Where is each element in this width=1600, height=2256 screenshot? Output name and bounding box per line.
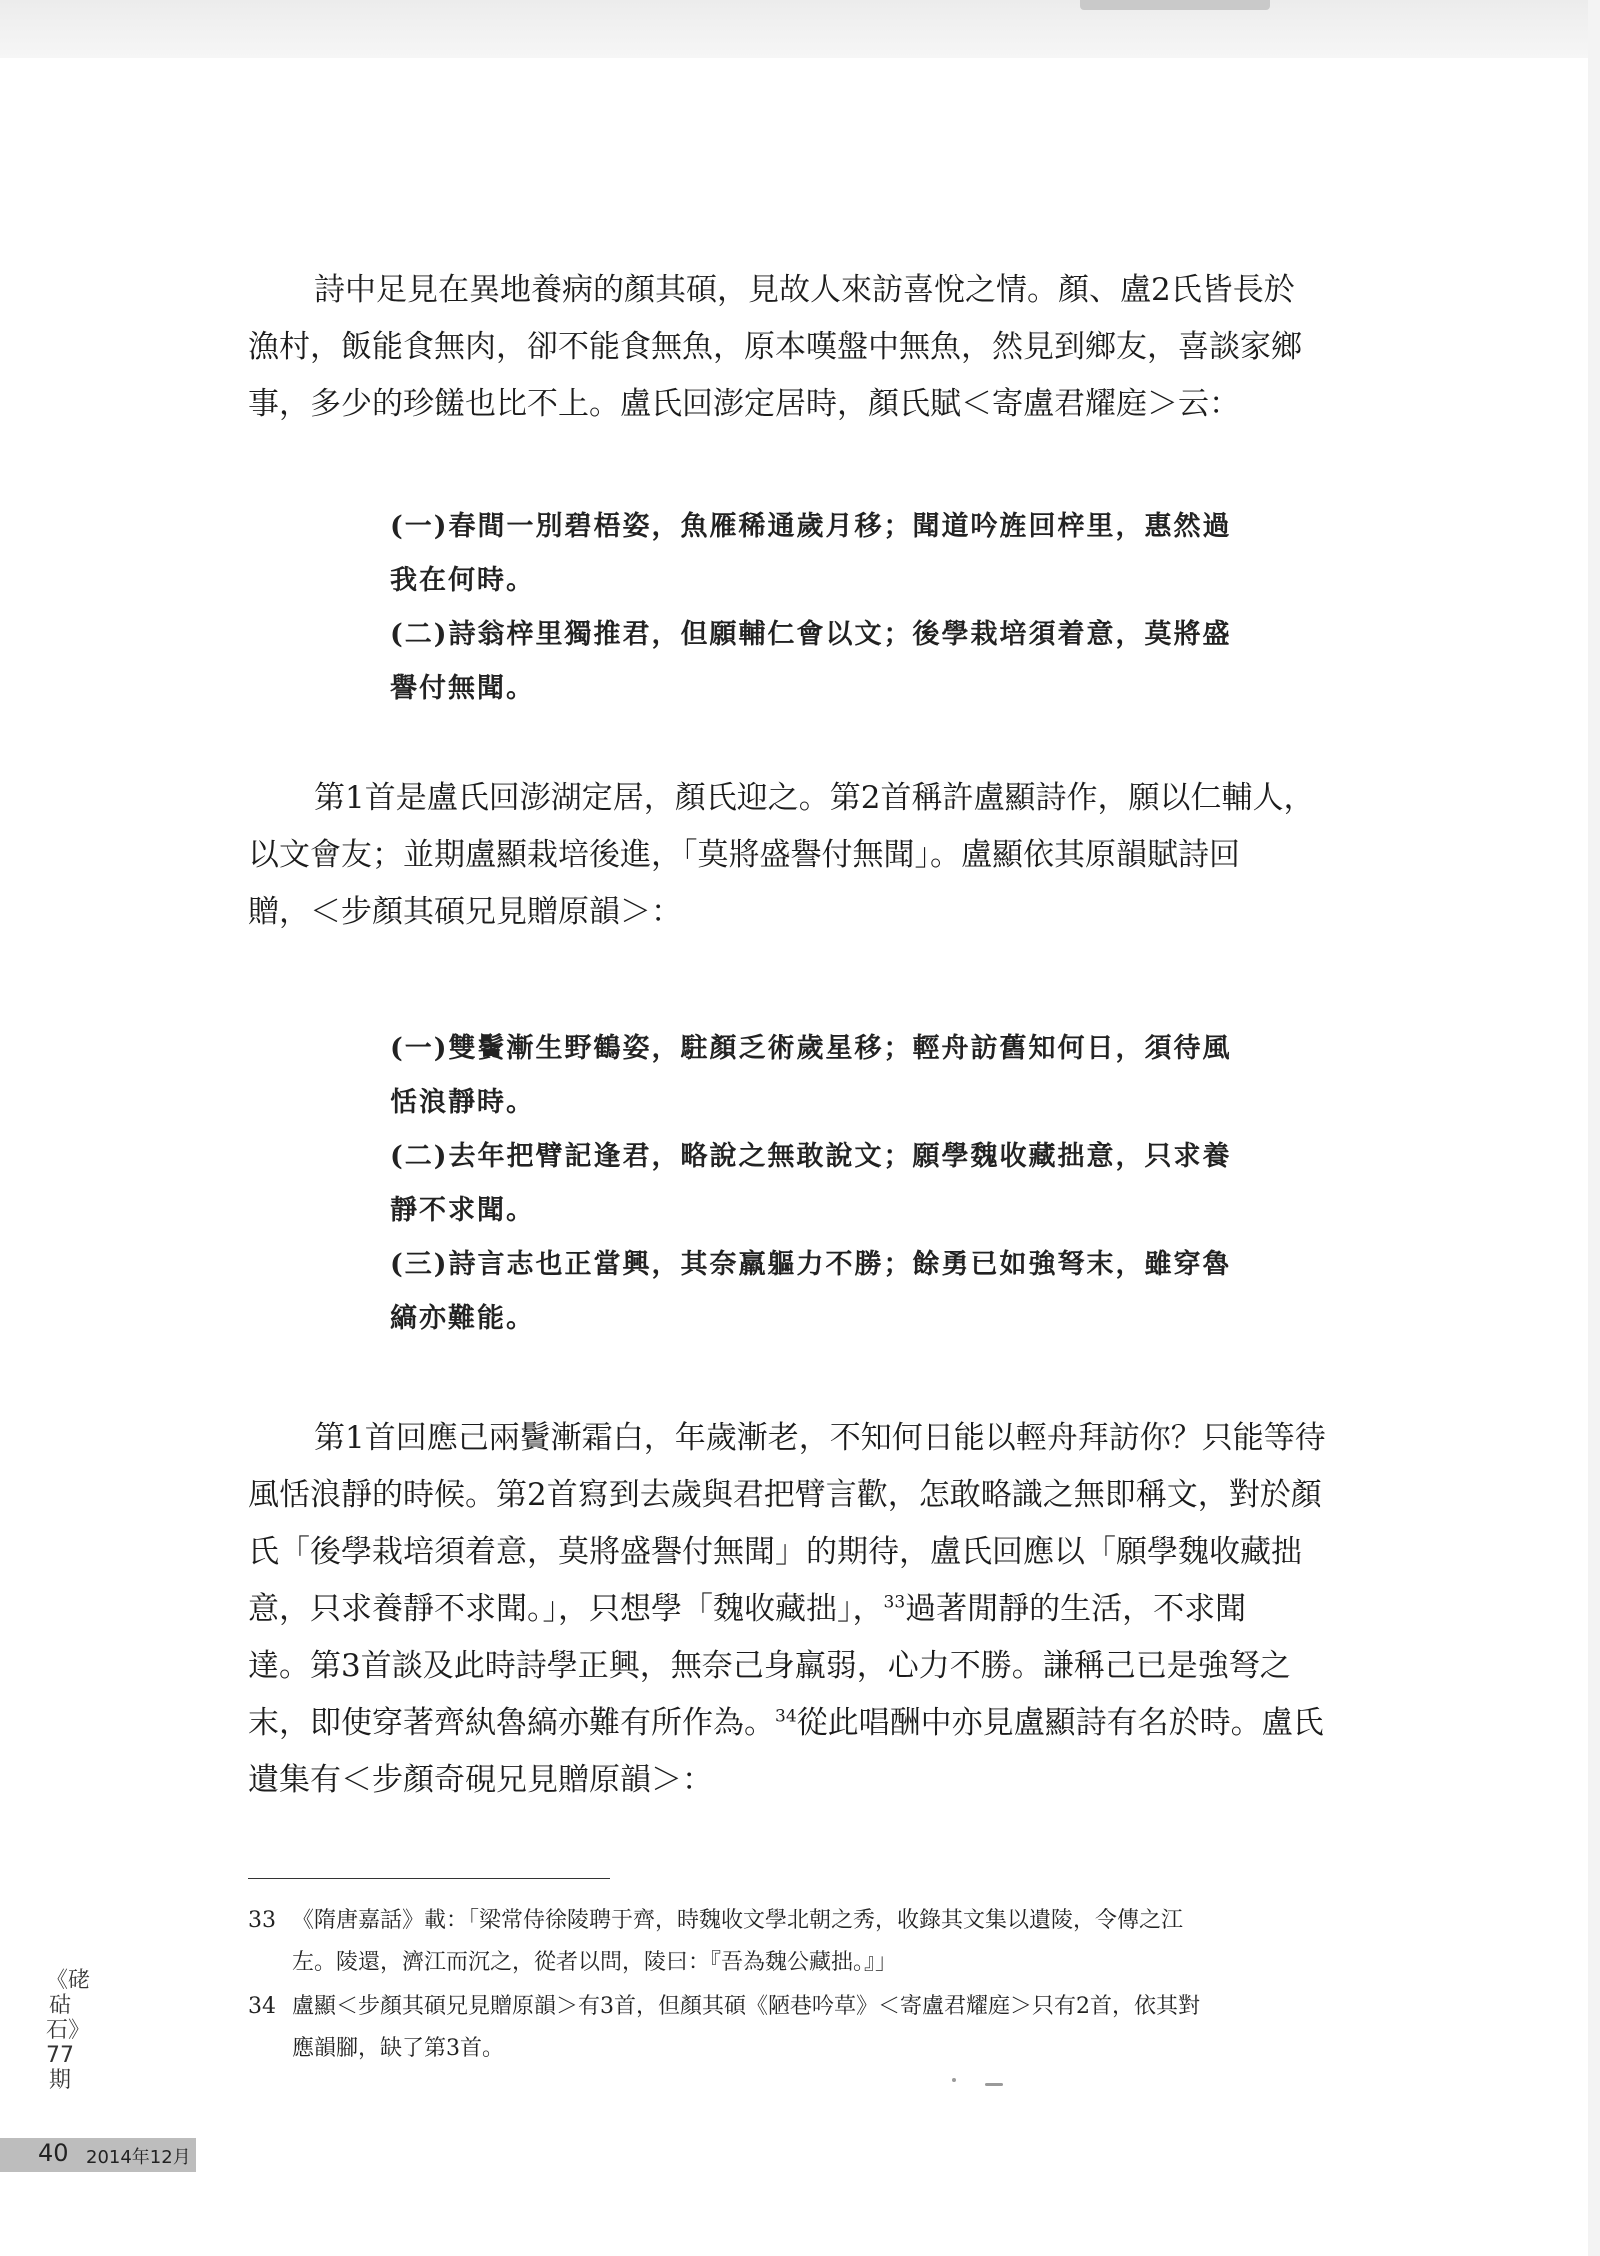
poem-stanza xyxy=(390,1022,1438,1130)
journal-title-vertical: 《硓𥑮石》77期 xyxy=(46,1968,91,2093)
paragraph-3-line: 遺集有＜步顏奇硯兄見贈原韻＞： xyxy=(248,1762,713,1798)
poem-line: (一)雙鬢漸生野鶴姿，駐顏乏術歲星移；輕舟訪舊知何日，須待風 xyxy=(390,1033,1232,1064)
footnote-text: 左。陵還，濟江而沉之，從者以問，陵曰：『吾為魏公藏拙。』」 xyxy=(292,1950,898,1975)
paragraph-3 xyxy=(248,1410,1438,1809)
footnote-34 xyxy=(248,1986,1438,2070)
poem-line: 靜不求聞。 xyxy=(390,1195,535,1226)
poem-block-1 xyxy=(390,500,1438,716)
paragraph-1-line: 詩中足見在異地養病的顏其碩，見故人來訪喜悅之情。顏、盧2氏皆長於 xyxy=(314,272,1295,308)
footnote-number: 33 xyxy=(248,1908,276,1933)
paragraph-2-line: 第1首是盧氏回澎湖定居，顏氏迎之。第2首稱許盧顯詩作，願以仁輔人， xyxy=(314,780,1315,816)
poem-stanza xyxy=(390,608,1438,716)
poem-stanza xyxy=(390,1130,1438,1238)
paragraph-1-line: 漁村，飯能食無肉，卻不能食無魚，原本嘆盤中無魚，然見到鄉友，喜談家鄉 xyxy=(248,329,1302,365)
footnote-ref-33[interactable]: 33 xyxy=(883,1592,906,1613)
paragraph-3-line: 氏「後學栽培須着意，莫將盛譽付無聞」的期待，盧氏回應以「願學魏收藏拙 xyxy=(248,1534,1302,1570)
paragraph-1 xyxy=(248,262,1438,433)
scan-speck xyxy=(985,2083,1003,2086)
footnote-text: 盧顯＜步顏其碩兄見贈原韻＞有3首，但顏其碩《陋巷吟草》＜寄盧君耀庭＞只有2首，依其對 xyxy=(292,1994,1200,2019)
paragraph-3-line xyxy=(248,1695,1438,1752)
poem-line: (一)春間一別碧梧姿，魚雁稀通歲月移；聞道吟旌回梓里，惠然過 xyxy=(390,511,1232,542)
text-run: 意，只求養靜不求聞。」，只想學「魏收藏拙」， xyxy=(248,1591,884,1627)
scan-speck xyxy=(952,2078,956,2082)
poem-stanza xyxy=(390,500,1438,608)
poem-line: (二)去年把臂記逢君，略說之無敢說文；願學魏收藏拙意，只求養 xyxy=(390,1141,1232,1172)
poem-line: (二)詩翁梓里獨推君，但願輔仁會以文；後學栽培須着意，莫將盛 xyxy=(390,619,1232,650)
issue-date: 2014年12月 xyxy=(86,2147,191,2168)
text-run: 過著閒靜的生活，不求聞 xyxy=(905,1591,1247,1627)
paragraph-2 xyxy=(248,770,1438,941)
text-run: 末，即使穿著齊紈魯縞亦難有所作為。 xyxy=(248,1705,775,1741)
page-number: 40 xyxy=(38,2139,69,2167)
poem-line: 譽付無聞。 xyxy=(390,673,535,704)
paragraph-3-line: 第1首回應己兩鬢漸霜白，年歲漸老，不知何日能以輕舟拜訪你？只能等待 xyxy=(314,1420,1326,1456)
paragraph-3-line xyxy=(248,1581,1438,1638)
footnote-text: 《隋唐嘉話》載：「梁常侍徐陵聘于齊，時魏收文學北朝之秀，收錄其文集以遺陵，令傳之江 xyxy=(292,1908,1184,1933)
poem-block-2 xyxy=(390,1022,1438,1346)
footnote-33 xyxy=(248,1900,1438,1984)
paragraph-3-line: 風恬浪靜的時候。第2首寫到去歲與君把臂言歡，怎敢略識之無即稱文，對於顏 xyxy=(248,1477,1322,1513)
footnote-number: 34 xyxy=(248,1994,276,2019)
footnote-divider xyxy=(248,1878,610,1879)
poem-line: 恬浪靜時。 xyxy=(390,1087,535,1118)
footnote-ref-34[interactable]: 34 xyxy=(775,1706,797,1727)
paragraph-1-line: 事，多少的珍饈也比不上。盧氏回澎定居時，顏氏賦＜寄盧君耀庭＞云： xyxy=(248,386,1240,422)
poem-line: 縞亦難能。 xyxy=(390,1303,535,1334)
poem-line: 我在何時。 xyxy=(390,565,535,596)
paragraph-2-line: 以文會友；並期盧顯栽培後進，「莫將盛譽付無聞」。盧顯依其原韻賦詩回 xyxy=(248,837,1240,873)
text-run: 從此唱酬中亦見盧顯詩有名於時。盧氏 xyxy=(796,1705,1324,1741)
paragraph-3-line: 達。第3首談及此時詩學正興，無奈己身羸弱，心力不勝。謙稱己已是強弩之 xyxy=(248,1648,1291,1684)
poem-stanza xyxy=(390,1238,1438,1346)
poem-line: (三)詩言志也正當興，其奈羸軀力不勝；餘勇已如強弩末，雖穿魯 xyxy=(390,1249,1232,1280)
footnote-text: 應韻腳，缺了第3首。 xyxy=(292,2036,504,2061)
paragraph-2-line: 贈，＜步顏其碩兄見贈原韻＞： xyxy=(248,894,682,930)
